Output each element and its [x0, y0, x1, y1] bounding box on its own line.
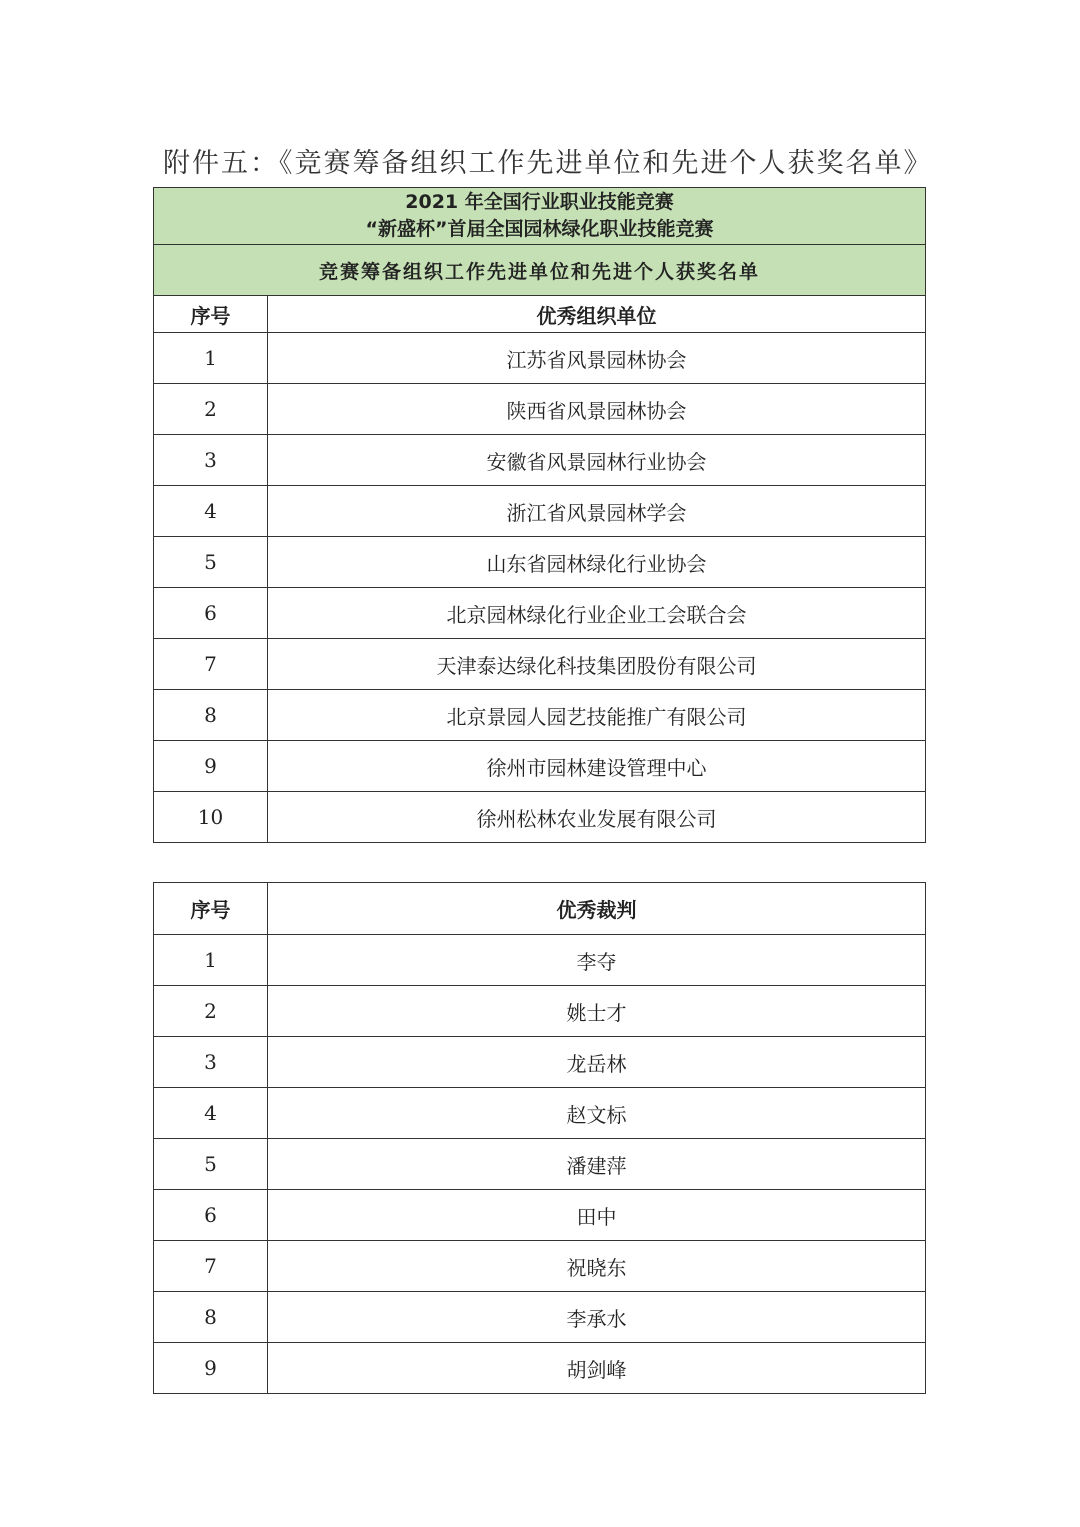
- table-row: [154, 741, 926, 792]
- organization-name: 徐州市园林建设管理中心: [268, 741, 926, 792]
- organization-name: 北京景园人园艺技能推广有限公司: [268, 690, 926, 741]
- organization-name: 安徽省风景园林行业协会: [268, 435, 926, 486]
- organization-rows: [154, 333, 926, 843]
- row-number: 8: [154, 690, 268, 741]
- row-number: 6: [154, 1190, 268, 1241]
- competition-banner-row: [154, 188, 926, 245]
- table-row: [154, 537, 926, 588]
- row-number: 7: [154, 639, 268, 690]
- table-row: [154, 333, 926, 384]
- competition-banner: [154, 188, 926, 245]
- row-number: 6: [154, 588, 268, 639]
- row-number: 2: [154, 384, 268, 435]
- competition-title-line1: 2021 年全国行业职业技能竞赛: [405, 191, 674, 213]
- table-row: [154, 639, 926, 690]
- row-number: 4: [154, 486, 268, 537]
- list-subtitle: 竞赛筹备组织工作先进单位和先进个人获奖名单: [154, 245, 926, 296]
- row-number: 1: [154, 333, 268, 384]
- table-row: [154, 486, 926, 537]
- table-row: [154, 1241, 926, 1292]
- table-row: [154, 1088, 926, 1139]
- table-row: [154, 1343, 926, 1394]
- judge-name: 田中: [268, 1190, 926, 1241]
- row-number: 5: [154, 1139, 268, 1190]
- table-header-row: [154, 883, 926, 935]
- column-header-number: 序号: [154, 883, 268, 935]
- table-row: [154, 1292, 926, 1343]
- row-number: 3: [154, 1037, 268, 1088]
- judge-awards-table: [153, 882, 926, 1394]
- organization-name: 山东省园林绿化行业协会: [268, 537, 926, 588]
- table-row: [154, 986, 926, 1037]
- row-number: 9: [154, 1343, 268, 1394]
- table-row: [154, 435, 926, 486]
- organization-awards-table: [153, 187, 926, 843]
- row-number: 3: [154, 435, 268, 486]
- organization-name: 天津泰达绿化科技集团股份有限公司: [268, 639, 926, 690]
- judge-name: 胡剑峰: [268, 1343, 926, 1394]
- table-row: [154, 690, 926, 741]
- column-header-organization: 优秀组织单位: [268, 296, 926, 333]
- row-number: 4: [154, 1088, 268, 1139]
- row-number: 9: [154, 741, 268, 792]
- row-number: 7: [154, 1241, 268, 1292]
- row-number: 8: [154, 1292, 268, 1343]
- table-row: [154, 792, 926, 843]
- table-row: [154, 1139, 926, 1190]
- judge-name: 姚士才: [268, 986, 926, 1037]
- row-number: 2: [154, 986, 268, 1037]
- organization-name: 江苏省风景园林协会: [268, 333, 926, 384]
- judge-name: 龙岳林: [268, 1037, 926, 1088]
- table-row: [154, 935, 926, 986]
- organization-name: 北京园林绿化行业企业工会联合会: [268, 588, 926, 639]
- judge-name: 李夺: [268, 935, 926, 986]
- column-header-number: 序号: [154, 296, 268, 333]
- table-row: [154, 384, 926, 435]
- list-subtitle-row: [154, 245, 926, 296]
- document-heading: 附件五：《竞赛筹备组织工作先进单位和先进个人获奖名单》: [163, 148, 933, 179]
- table-row: [154, 1037, 926, 1088]
- table-row: [154, 588, 926, 639]
- organization-name: 浙江省风景园林学会: [268, 486, 926, 537]
- judge-name: 李承水: [268, 1292, 926, 1343]
- table-row: [154, 1190, 926, 1241]
- competition-title-line2: “新盛杯”首届全国园林绿化职业技能竞赛: [365, 218, 714, 240]
- judge-name: 祝晓东: [268, 1241, 926, 1292]
- row-number: 5: [154, 537, 268, 588]
- row-number: 1: [154, 935, 268, 986]
- judge-name: 潘建萍: [268, 1139, 926, 1190]
- row-number: 10: [154, 792, 268, 843]
- column-header-judge: 优秀裁判: [268, 883, 926, 935]
- organization-name: 徐州松林农业发展有限公司: [268, 792, 926, 843]
- judge-rows: [154, 935, 926, 1394]
- organization-name: 陕西省风景园林协会: [268, 384, 926, 435]
- table-header-row: [154, 296, 926, 333]
- judge-name: 赵文标: [268, 1088, 926, 1139]
